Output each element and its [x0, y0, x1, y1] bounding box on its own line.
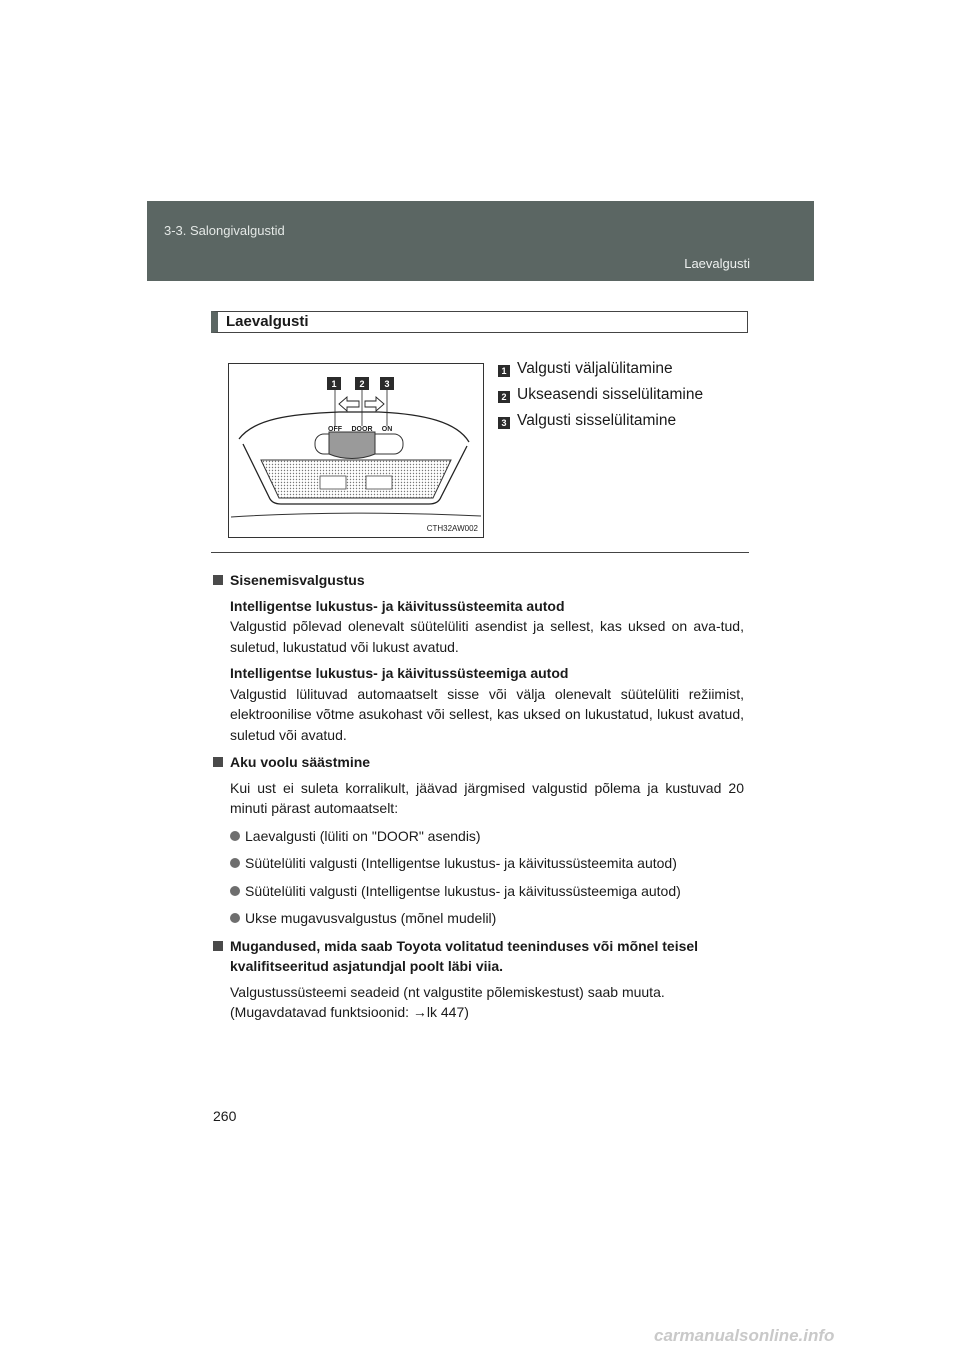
square-bullet-icon	[213, 941, 223, 951]
battery-saver-intro	[213, 778, 744, 819]
list-item-text: Ukse mugavusvalgustus (mõnel mudelil)	[245, 910, 497, 926]
list-item-text: Süütelüliti valgusti (Intelligentse lukustus- ja käivitussüsteemita autod)	[245, 855, 677, 871]
chapter-header-bar	[147, 201, 814, 281]
list-item	[213, 908, 744, 929]
legend-text: Ukseasendi sisselülitamine	[517, 386, 704, 403]
battery-saver-title: Aku voolu säästmine	[230, 754, 371, 770]
list-item	[213, 826, 744, 847]
square-bullet-icon	[213, 575, 223, 585]
list-item-text: Laevalgusti (lüliti on "DOOR" asendis)	[245, 827, 481, 844]
callout-2: 2	[359, 379, 365, 389]
ceiling-light-figure	[228, 363, 484, 538]
page-reference: (Mugavdatavad funktsioonid: →lk 447)	[230, 1004, 469, 1020]
callout-3: 3	[384, 379, 390, 389]
legend-number-badge: 1	[498, 365, 510, 377]
sub-heading: Intelligentse lukustus- ja käivitussüsteemiga autod	[230, 665, 569, 681]
paragraph: Kui ust ei suleta korralikult, jäävad järgmised valgustid põlema ja kustuvad 20 minuti pärast automaatselt:	[230, 779, 744, 816]
legend-text: Valgusti väljalülitamine	[517, 360, 673, 377]
round-bullet-icon	[230, 831, 240, 841]
legend-number-badge: 2	[498, 391, 510, 403]
customization-body	[213, 982, 744, 1023]
ceiling-light-illustration	[229, 364, 483, 537]
switch-label-on: ON	[381, 426, 393, 433]
entry-lighting-sub1	[213, 596, 744, 658]
list-item-text: Süütelüliti valgusti (Intelligentse lukustus- ja käivitussüsteemiga autod)	[245, 882, 681, 899]
legend-text: Valgusti sisselülitamine	[517, 412, 677, 429]
round-bullet-icon	[230, 858, 240, 868]
square-bullet-icon	[213, 757, 223, 767]
customization-title: Mugandused, mida saab Toyota volitatud teeninduses või mõnel teisel kvalifitseeritud asjatundjal poolt läbi viia.	[230, 937, 699, 974]
switch-label-door: DOOR	[351, 426, 373, 433]
legend-number-badge: 3	[498, 417, 510, 429]
entry-lighting-sub2	[213, 663, 744, 745]
paragraph: Valgustussüsteemi seadeid (nt valgustite põlemiskestust) saab muuta.	[230, 983, 665, 1000]
section-label: Laevalgusti	[684, 256, 750, 271]
round-bullet-icon	[230, 886, 240, 896]
callout-1: 1	[331, 379, 337, 389]
watermark: carmanualsonline.info	[654, 1326, 835, 1345]
switch-label-off: OFF	[328, 426, 342, 433]
entry-lighting-heading	[213, 570, 744, 591]
round-bullet-icon	[230, 913, 240, 923]
list-item	[213, 881, 744, 902]
figure-id: CTH32AW002	[426, 524, 478, 533]
page-number: 260	[213, 1108, 237, 1124]
section-title-box: Laevalgusti	[211, 311, 748, 333]
paragraph: Valgustid põlevad olenevalt süütelüliti asendist ja sellest, kas uksed on ava-tud, suletud, lukustatud või lukust avatud.	[230, 618, 744, 655]
entry-lighting-title: Sisenemisvalgustus	[230, 572, 365, 588]
list-item	[213, 853, 744, 874]
chapter-label: 3-3. Salongivalgustid	[164, 223, 285, 238]
body-content	[213, 570, 744, 1023]
paragraph: Valgustid lülituvad automaatselt sisse või välja olenevalt süütelüliti režiimist, elektroonilise võtme asukohast või sellest, kas uksed on lukustatud, lukust avatud, suletud või avatud.	[230, 685, 744, 743]
divider	[211, 552, 749, 553]
customization-heading	[213, 936, 744, 977]
battery-saver-heading	[213, 752, 744, 773]
sub-heading: Intelligentse lukustus- ja käivitussüsteemita autod	[230, 597, 565, 614]
